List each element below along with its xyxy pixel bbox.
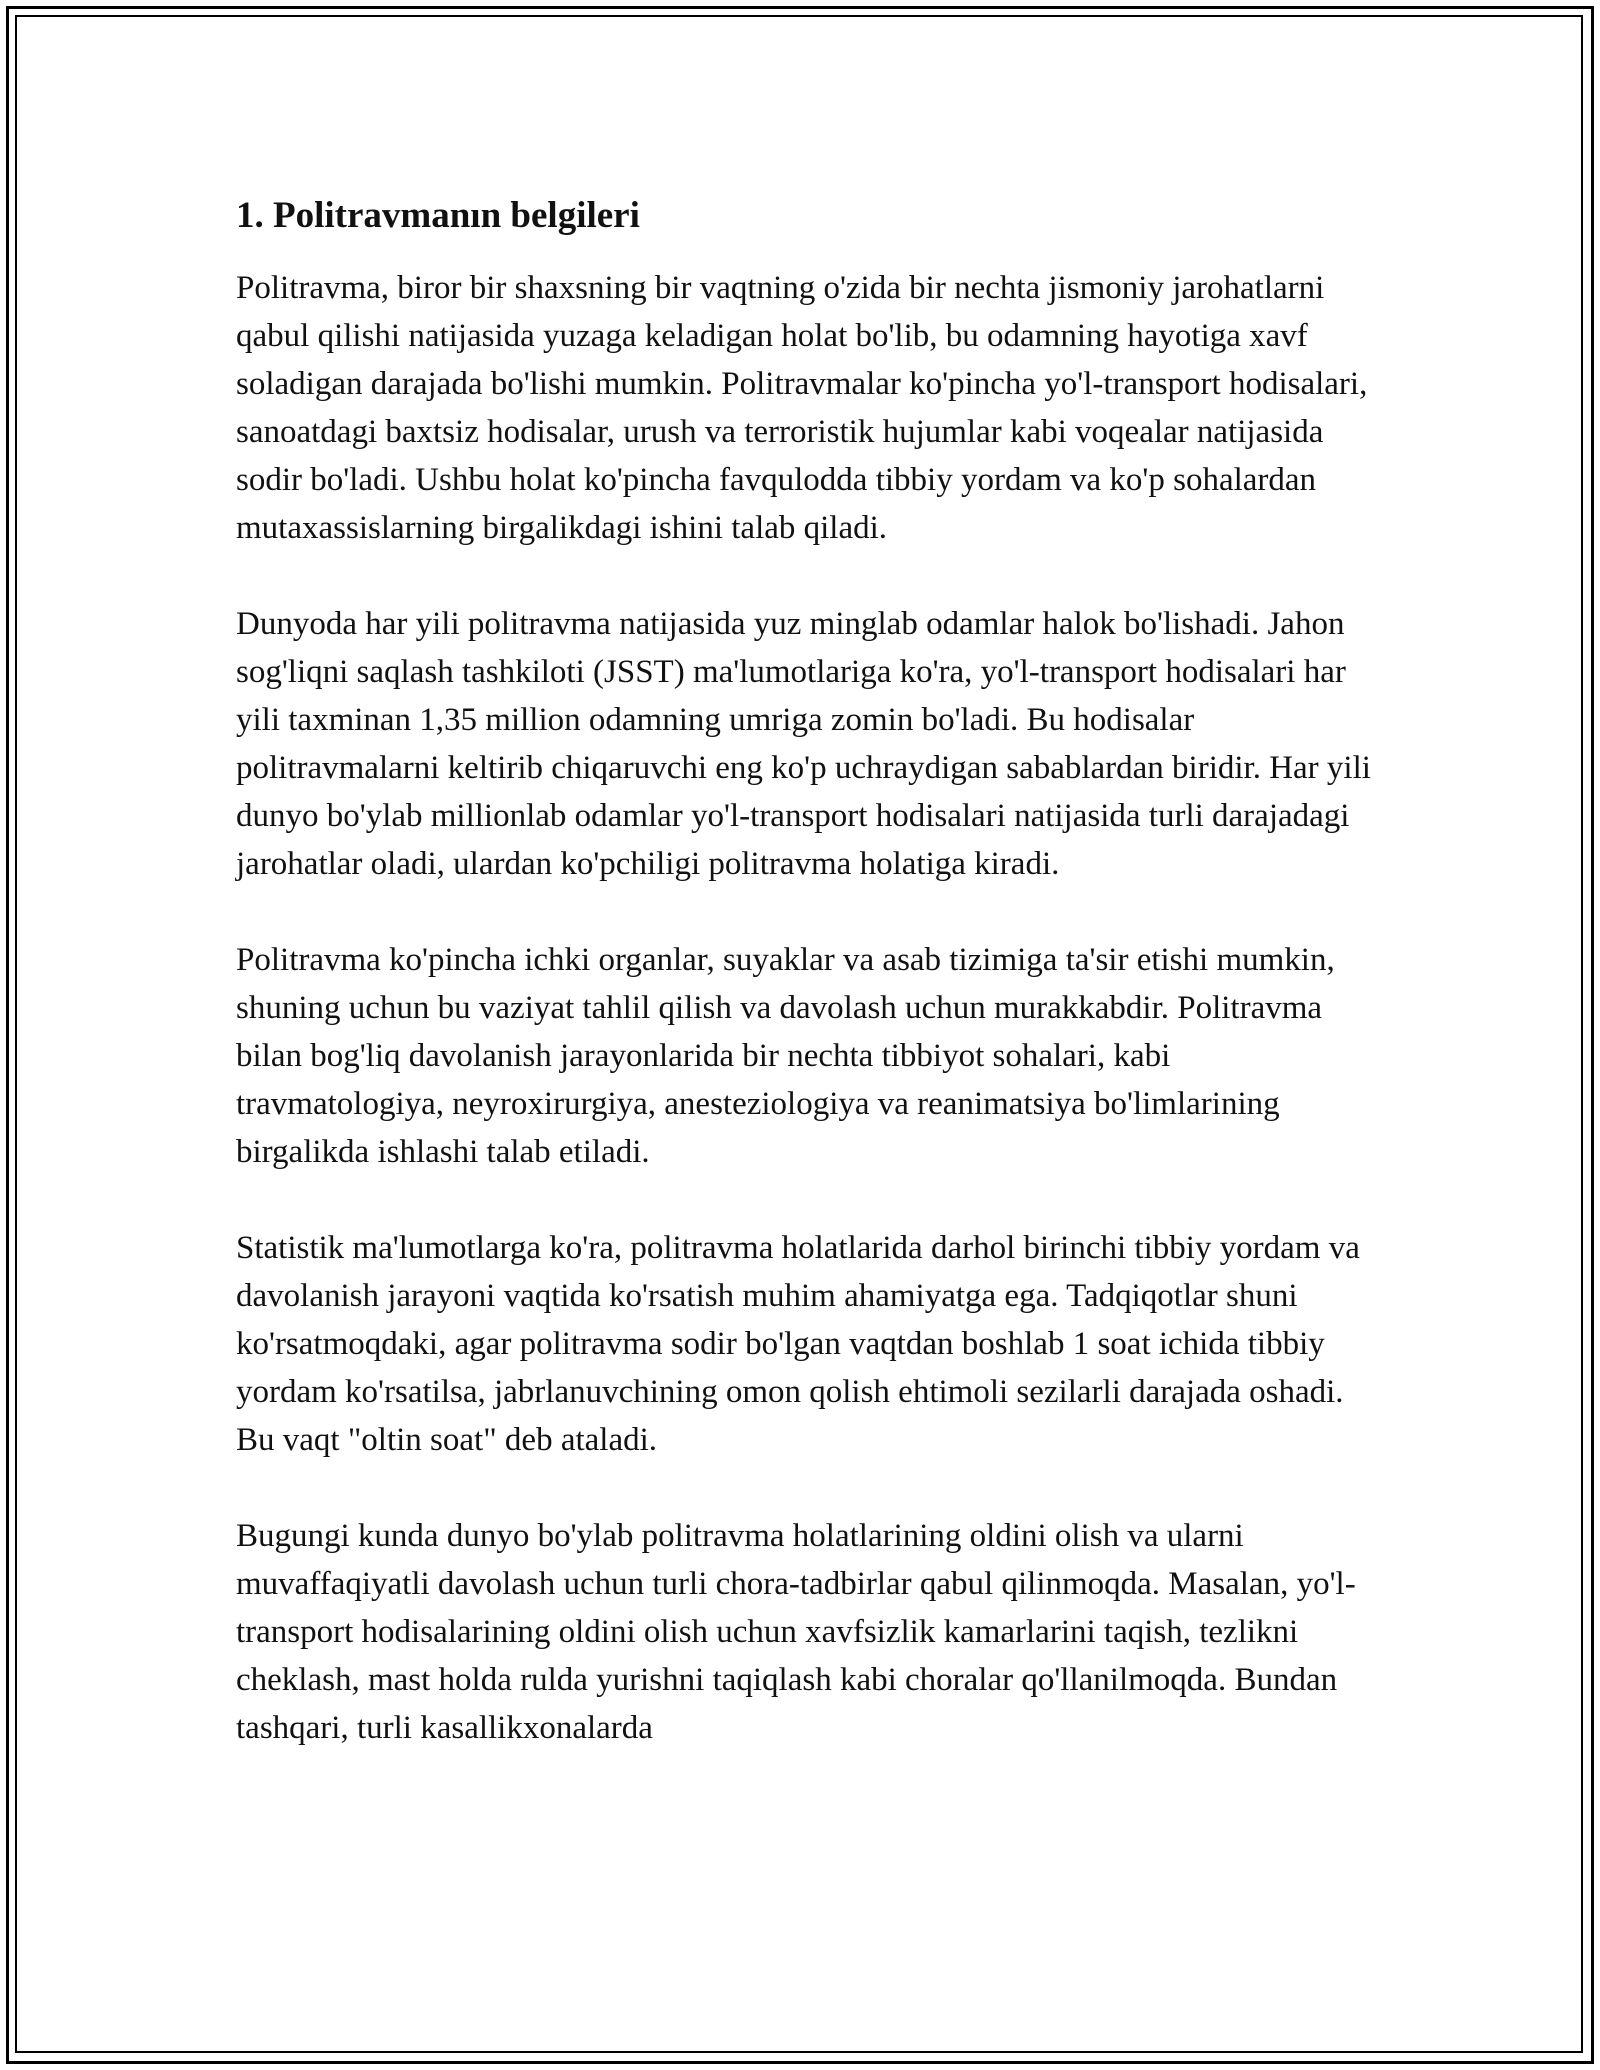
paragraph-3: Politravma ko'pincha ichki organlar, suyaklar va asab tizimiga ta'sir etishi mumkin, shuning uchun bu vaziyat tahlil qilish va davolash uchun murakkabdir. Politravma bilan bog'liq davolanish jarayonlarida bir nechta tibbiyot sohalari, kabi travmatologiya, neyroxirurgiya, anesteziologiya va reanimatsiya bo'limlarining birgalikda ishlashi talab etiladi. — [236, 942, 1335, 1170]
paragraph-2: Dunyoda har yili politravma natijasida yuz minglab odamlar halok bo'lishadi. Jahon sog'liqni saqlash tashkiloti (JSST) ma'lumotlariga ko'ra, yo'l-transport hodisalari har yili taxminan 1,35 million odamning umriga zomin bo'ladi. Bu hodisalar politravmalarni keltirib chiqaruvchi eng ko'p uchraydigan sabablardan biridir. Har yili dunyo bo'ylab millionlab odamlar yo'l-transport hodisalari natijasida turli darajadagi jarohatlar oladi, ulardan ko'pchiligi politravma holatiga kiradi. — [236, 606, 1371, 882]
paragraph-4: Statistik ma'lumotlarga ko'ra, politravma holatlarida darhol birinchi tibbiy yordam va davolanish jarayoni vaqtida ko'rsatish muhim ahamiyatga ega. Tadqiqotlar shuni ko'rsatmoqdaki, agar politravma sodir bo'lgan vaqtdan boshlab 1 soat ichida tibbiy yordam ko'rsatilsa, jabrlanuvchining omon qolish ehtimoli sezilarli darajada oshadi. Bu vaqt "oltin soat" deb ataladi. — [236, 1230, 1360, 1458]
document-body — [236, 184, 1376, 1800]
section-heading: 1. Politravmanın belgileri — [236, 195, 640, 236]
paragraph-5: Bugungi kunda dunyo bo'ylab politravma holatlarining oldini olish va ularni muvaffaqiyatli davolash uchun turli chora-tadbirlar qabul qilinmoqda. Masalan, yo'l-transport hodisalarining oldini olish uchun xavfsizlik kamarlarini taqish, tezlikni cheklash, mast holda rulda yurishni taqiqlash kabi choralar qo'llanilmoqda. Bundan tashqari, turli kasallikxonalarda — [236, 1518, 1356, 1746]
paragraph-1: Politravma, biror bir shaxsning bir vaqtning o'zida bir nechta jismoniy jarohatlarni qabul qilishi natijasida yuzaga keladigan holat bo'lib, bu odamning hayotiga xavf soladigan darajada bo'lishi mumkin. Politravmalar ko'pincha yo'l-transport hodisalari, sanoatdagi baxtsiz hodisalar, urush va terroristik hujumlar kabi voqealar natijasida sodir bo'ladi. Ushbu holat ko'pincha favqulodda tibbiy yordam va ko'p sohalardan mutaxassislarning birgalikdagi ishini talab qiladi. — [236, 270, 1368, 546]
